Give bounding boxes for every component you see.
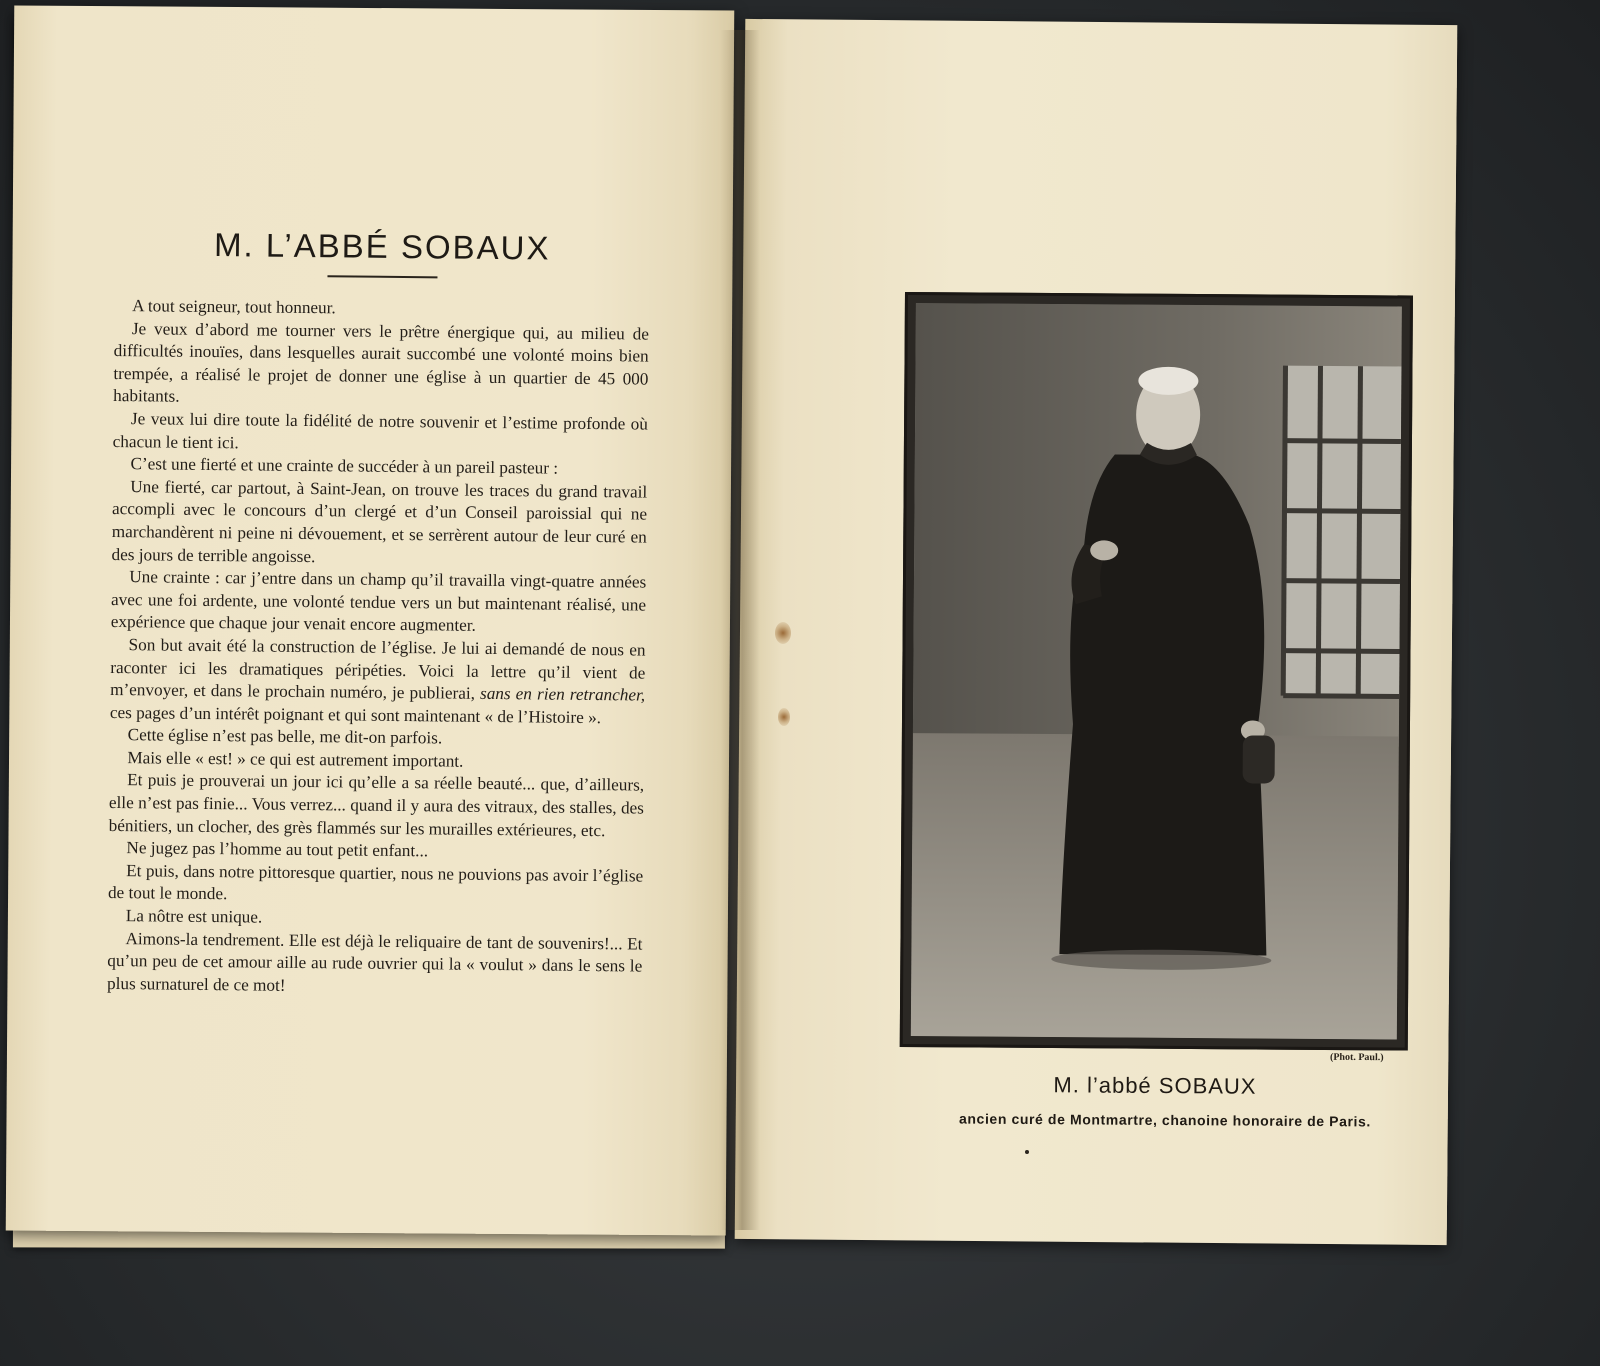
- rust-stain: [775, 622, 791, 644]
- paragraph: Et puis je prouverai un jour ici qu’elle a sa réelle beauté... que, d’ailleurs, elle n’est pas finie... Vous verrez... quand il y aura des vitraux, des stalles, des bénitiers, un clocher, des grès flammés sur les murailles extérieures, etc.: [108, 770, 645, 840]
- book-gutter: [720, 30, 760, 1230]
- portrait-illustration: [911, 303, 1402, 1039]
- caption-name: M. l’abbé SOBAUX: [1053, 1072, 1257, 1099]
- paragraph: Aimons-la tendrement. Elle est déjà le reliquaire de tant de souvenirs!... Et qu’un peu de cet amour aille au rude ouvrier qui la « voulut » dans le sens le plus surnaturel de ce mot!: [106, 928, 643, 995]
- paragraph-text: ces pages d’un intérêt poignant et qui sont maintenant « de l’Histoire ».: [109, 702, 602, 727]
- title-underline: [327, 275, 437, 278]
- portrait-frame: [900, 292, 1413, 1051]
- paragraph: [110, 634, 646, 730]
- article-title: M. L’ABBÉ SOBAUX: [213, 226, 551, 267]
- paragraph: Et puis, dans notre pittoresque quartier, nous ne pouvions pas avoir l’église de tout le monde.: [107, 860, 644, 904]
- portrait-photo: [911, 303, 1402, 1039]
- caption-subtitle: ancien curé de Montmartre, chanoine honoraire de Paris.: [958, 1110, 1371, 1130]
- article: [107, 225, 650, 1001]
- rust-stain: [778, 708, 790, 726]
- paragraph: Je veux lui dire toute la fidélité de notre souvenir et l’estime profonde où chacun le tient ici.: [112, 409, 649, 452]
- photo-credit: (Phot. Paul.): [1329, 1051, 1384, 1064]
- paragraph: A tout seigneur, tout honneur.: [132, 296, 336, 318]
- paragraph: Cette église n’est pas belle, me dit-on parfois.: [127, 725, 443, 748]
- italic-phrase: sans en rien retrancher,: [479, 683, 646, 705]
- paragraph: Une fierté, car partout, à Saint-Jean, on trouve les traces du grand travail accompli avec le concours d’un clergé et d’un Conseil paroissial qui ne marchandèrent ni peine ni dévouement, et se serrèrent autour de leur curé en des jours de terrible angoisse.: [111, 476, 648, 566]
- paragraph-text: Son but avait été la construction de l’église. Je lui ai demandé de nous en raconter ici les dramatiques péripéties. Voici la lettre qu’il vient de m’envoyer, et dans le prochain numéro, je publierai,: [110, 635, 646, 703]
- paragraph: Une crainte : car j’entre dans un champ qu’il travailla vingt-quatre années avec une foi ardente, une volonté tendue vers un but maintenant réalisé, une expérience que chaque jour venait encore augmenter.: [110, 567, 647, 636]
- paragraph: La nôtre est unique.: [125, 906, 263, 927]
- paragraph: C’est une fierté et une crainte de succéder à un pareil pasteur :: [130, 454, 559, 478]
- paragraph: Je veux d’abord me tourner vers le prêtre énergique qui, au milieu de difficultés inouïes, dans lesquelles aurait succombé une volonté moins bien trempée, a réalisé le projet de donner une église à un quartier de 45 000 habitants.: [113, 318, 649, 407]
- paragraph: Mais elle « est! » ce qui est autrement important.: [127, 748, 464, 771]
- paragraph: Ne jugez pas l’homme au tout petit enfant...: [126, 838, 429, 861]
- ink-speck: [1025, 1150, 1029, 1154]
